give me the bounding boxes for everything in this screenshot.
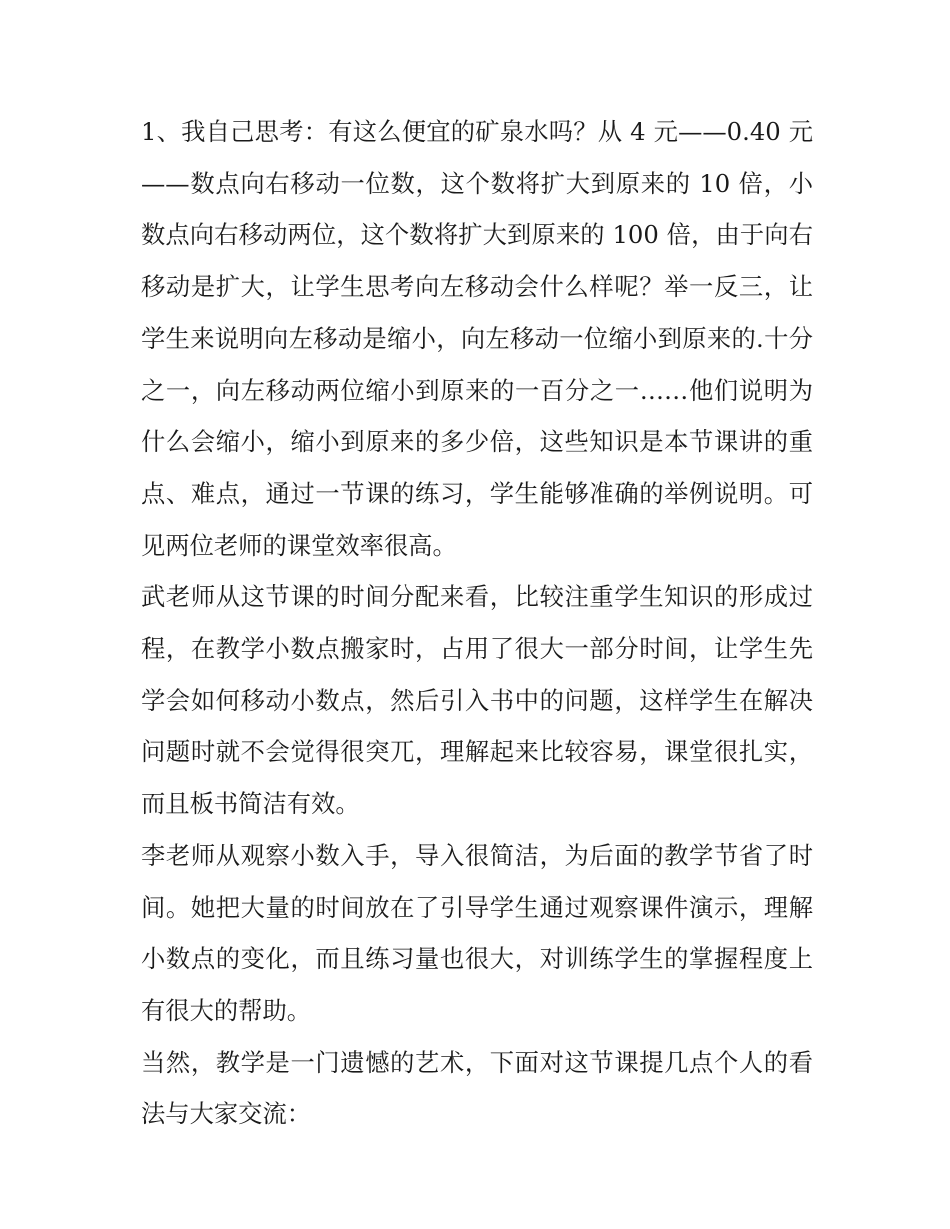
- paragraph-3: 李老师从观察小数入手，导入很简洁，为后面的教学节省了时间。她把大量的时间放在了引导学生通过观察课件演示，理解小数点的变化，而且练习量也很大，对训练学生的掌握程度上有很大的帮助。: [141, 840, 813, 1025]
- document-body: [141, 106, 813, 1140]
- paragraph-4: 当然，教学是一门遗憾的艺术，下面对这节课提几点个人的看法与大家交流：: [141, 1047, 813, 1129]
- paragraph-1: 1、我自己思考：有这么便宜的矿泉水吗？从 4 元——0.40 元——数点向右移动一位数，这个数将扩大到原来的 10 倍，小数点向右移动两位，这个数将扩大到原来的 100 倍，由于向右移动是扩大，让学生思考向左移动会什么样呢？举一反三，让学生来说明向左移动是缩小，向左移动一位缩小到原来的.十分之一，向左移动两位缩小到原来的一百分之一……他们说明为什么会缩小，缩小到原来的多少倍，这些知识是本节课讲的重点、难点，通过一节课的练习，学生能够准确的举例说明。可见两位老师的课堂效率很高。: [141, 117, 813, 560]
- paragraph-2: 武老师从这节课的时间分配来看，比较注重学生知识的形成过程，在教学小数点搬家时，占用了很大一部分时间，让学生先学会如何移动小数点，然后引入书中的问题，这样学生在解决问题时就不会觉得很突兀，理解起来比较容易，课堂很扎实，而且板书简洁有效。: [141, 582, 813, 819]
